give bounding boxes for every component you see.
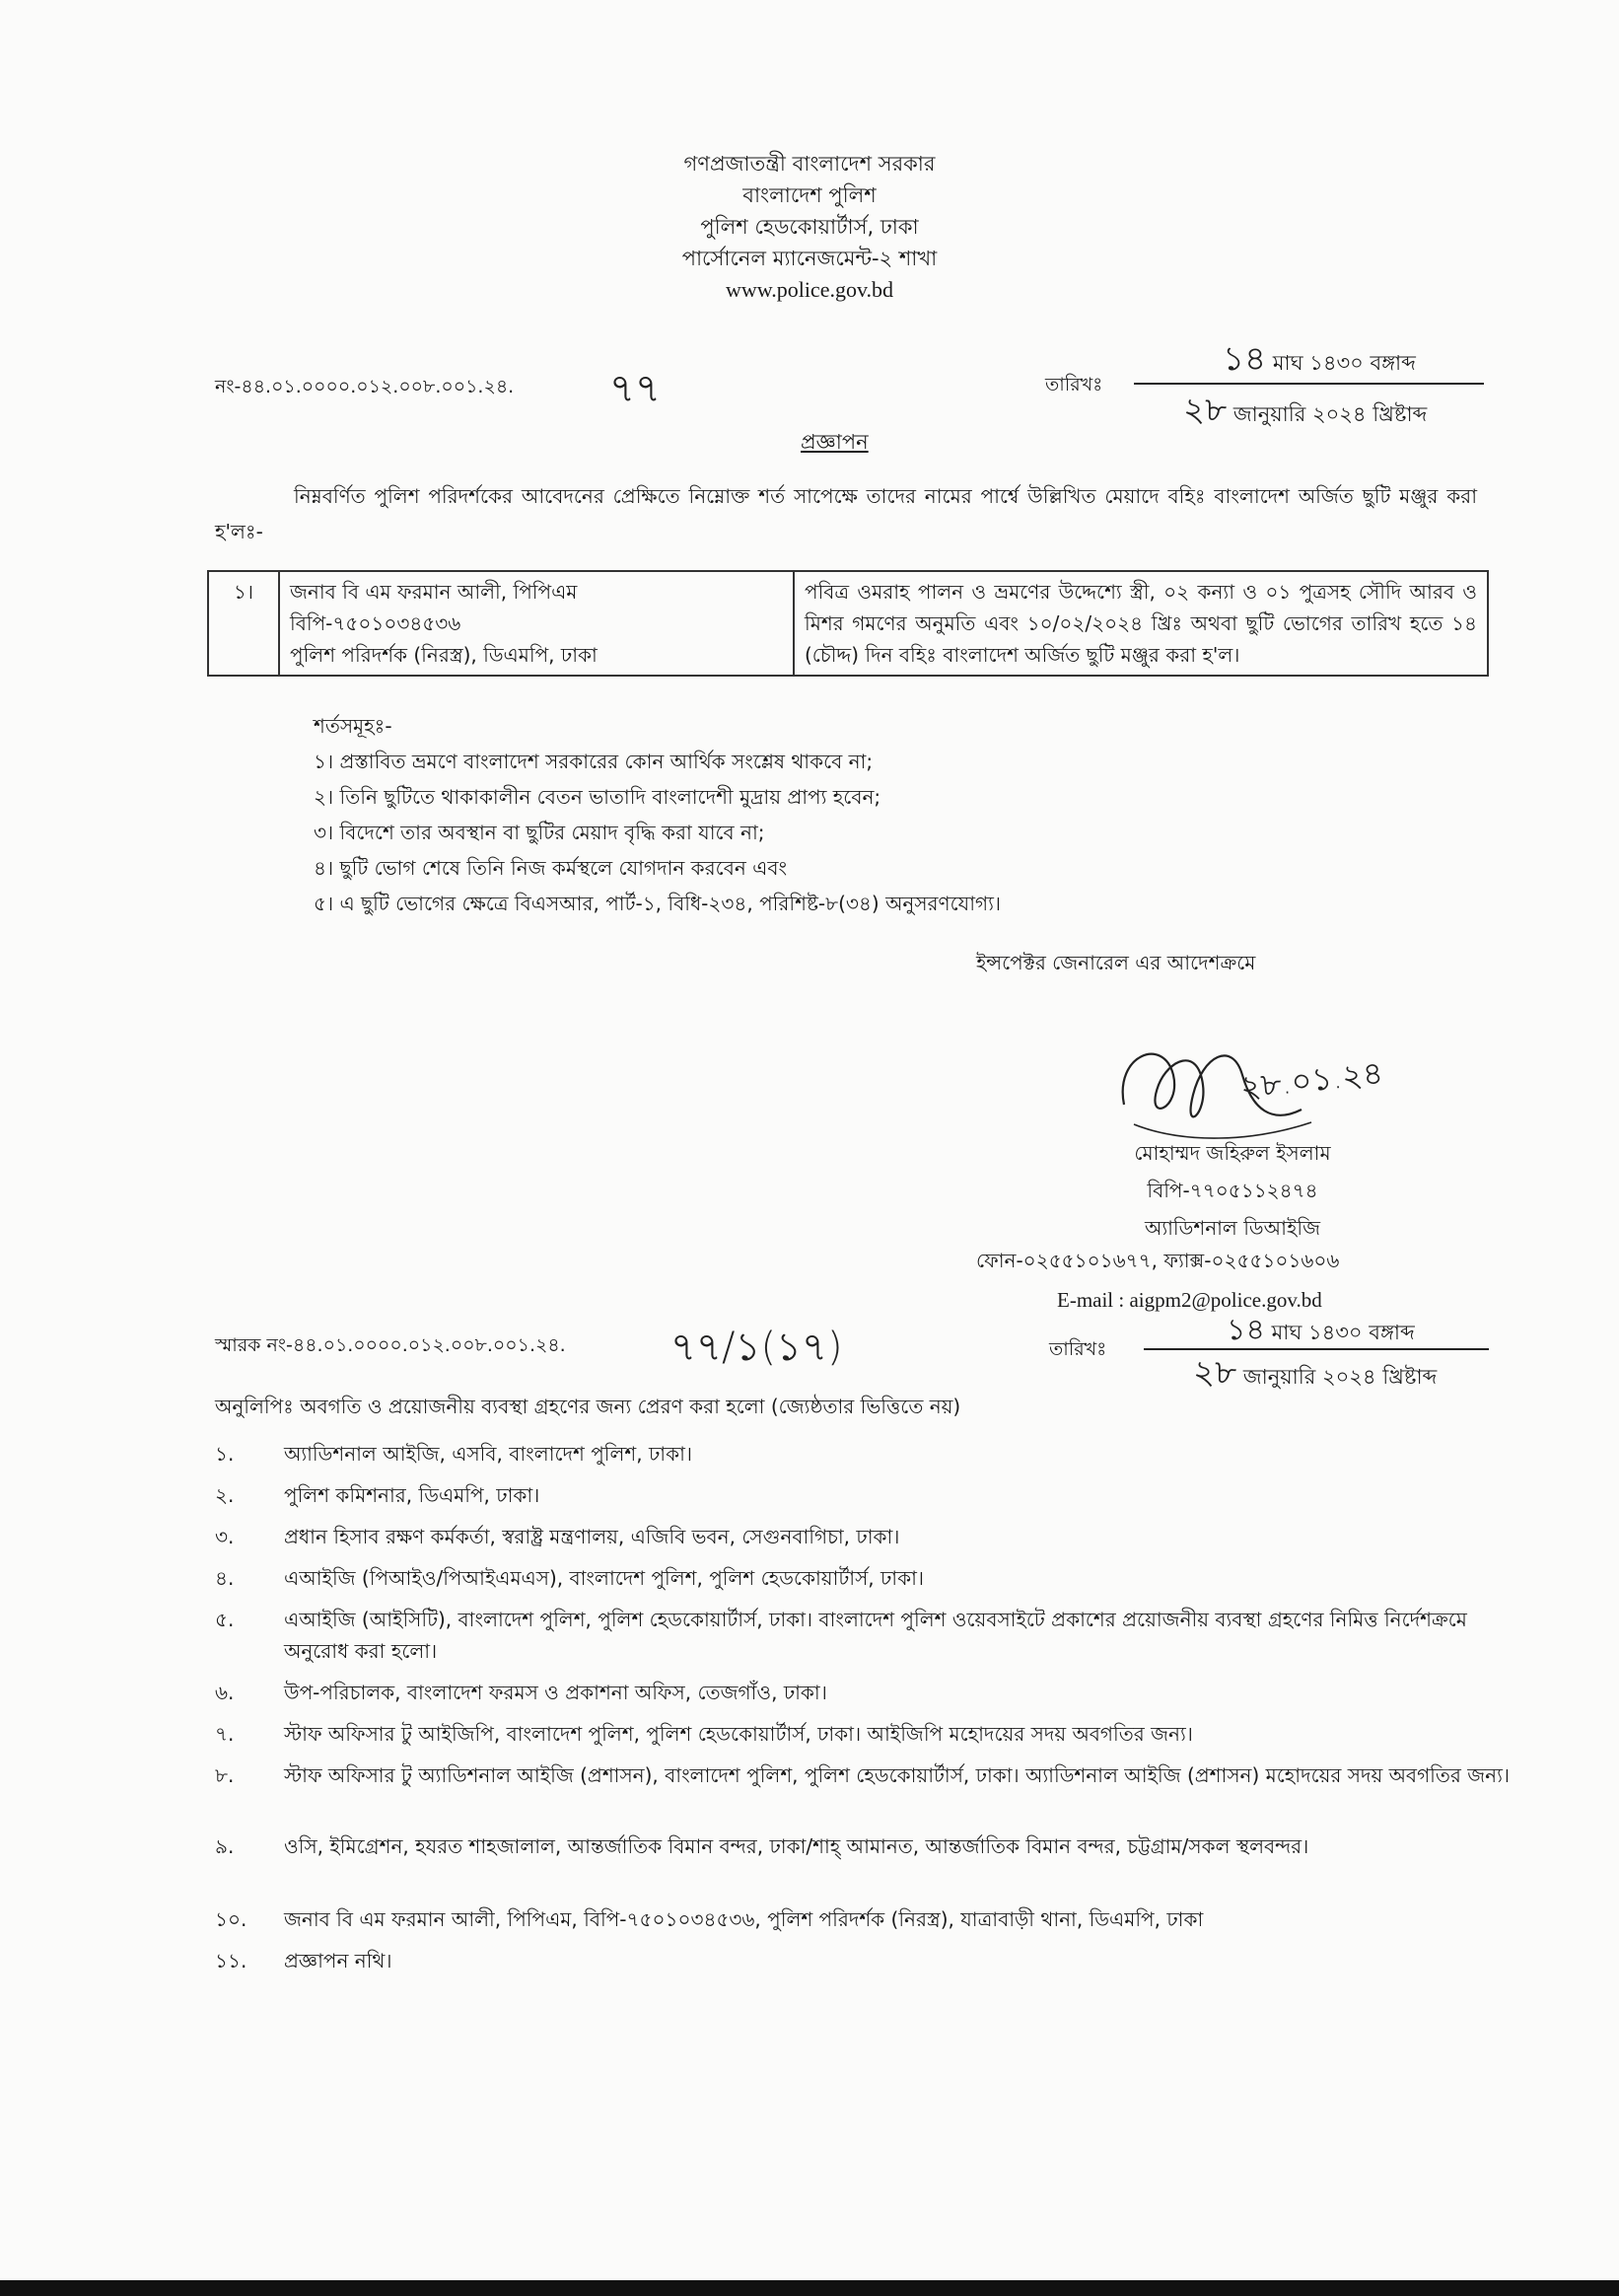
scan-bottom-edge [0, 2280, 1619, 2296]
signatory-name: মোহাম্মদ জহিরুল ইসলাম [1134, 1141, 1331, 1165]
reference-date-label: তারিখঃ [1049, 1338, 1107, 1360]
reference-number: স্মারক নং-৪৪.০১.০০০০.০১২.০০৮.০০১.২৪. [215, 1334, 566, 1356]
memo-hand-number: ৭৭ [609, 366, 662, 411]
entry-bp: বিপি-৭৫০১০৩৪৫৩৬ [290, 611, 461, 635]
entry-name: জনাব বি এম ফরমান আলী, পিপিএম [290, 580, 578, 604]
copy-item-text: স্টাফ অফিসার টু অ্যাডিশনাল আইজি (প্রশাসন), বাংলাদেশ পুলিশ, পুলিশ হেডকোয়ার্টার্স, ঢাকা। অ্যাডিশনাল আইজি (প্রশাসন) মহোদয়ের সদয় অবগতির জন্য। [284, 1763, 1511, 1787]
condition-item: ৩। বিদেশে তার অবস্থান বা ছুটির মেয়াদ বৃদ্ধি করা যাবে না; [314, 821, 765, 844]
reference-date-english [1193, 1347, 1437, 1403]
reference-date-english-day: ২৮ [1193, 1353, 1237, 1393]
conditions-heading: শর্তসমূহঃ- [314, 714, 392, 738]
copy-item-text: এআইজি (আইসিটি), বাংলাদেশ পুলিশ, পুলিশ হেডকোয়ার্টার্স, ঢাকা। বাংলাদেশ পুলিশ ওয়েবসাইটে প্রকাশের প্রয়োজনীয় ব্যবস্থা গ্রহণের নিমিত্ত নির্দেশক্রমে অনুরোধ করা হলো। [284, 1608, 1467, 1663]
memo-date-bangla-rest: মাঘ ১৪৩০ বঙ্গাব্দ [1272, 351, 1416, 375]
signature-hand-date: ২৮.০১.২৪ [1238, 1053, 1385, 1107]
copy-item-text: ওসি, ইমিগ্রেশন, হযরত শাহজালাল, আন্তর্জাতিক বিমান বন্দর, ঢাকা/শাহ্ আমানত, আন্তর্জাতিক বিমান বন্দর, চট্টগ্রাম/সকল স্থলবন্দর। [284, 1834, 1309, 1858]
copy-item-number: ৩. [215, 1525, 235, 1548]
signatory-phone: ফোন-০২৫৫১০১৬৭৭, ফ্যাক্স-০২৫৫১০১৬০৬ [976, 1249, 1340, 1272]
header-police: বাংলাদেশ পুলিশ [742, 183, 877, 207]
entry-serial: ১। [208, 571, 279, 676]
table-row [208, 571, 1488, 676]
copy-item-text: স্টাফ অফিসার টু আইজিপি, বাংলাদেশ পুলিশ, পুলিশ হেডকোয়ার্টার্স, ঢাকা। আইজিপি মহোদয়ের সদয় অবগতির জন্য। [284, 1722, 1193, 1746]
conditions [314, 708, 1447, 921]
copy-item-number: ৯. [215, 1834, 235, 1858]
copy-item-number: ৭. [215, 1722, 235, 1746]
copy-item-text: জনাব বি এম ফরমান আলী, পিপিএম, বিপি-৭৫০১০৩৪৫৩৬, পুলিশ পরিদর্শক (নিরস্ত্র), যাত্রাবাড়ী থানা, ডিএমপি, ঢাকা [284, 1907, 1204, 1931]
memo-number: নং-৪৪.০১.০০০০.০১২.০০৮.০০১.২৪. [215, 376, 515, 397]
header-government: গণপ্রজাতন্ত্রী বাংলাদেশ সরকার [683, 152, 936, 176]
copy-item-text: এআইজি (পিআইও/পিআইএমএস), বাংলাদেশ পুলিশ, পুলিশ হেডকোয়ার্টার্স, ঢাকা। [284, 1566, 925, 1590]
copy-item-number: ৮. [215, 1763, 235, 1787]
copy-item-number: ৫. [215, 1608, 235, 1631]
copy-item-text: পুলিশ কমিশনার, ডিএমপি, ঢাকা। [284, 1483, 540, 1507]
reference-date-english-rest: জানুয়ারি ২০২৪ খ্রিষ্টাব্দ [1242, 1365, 1438, 1389]
condition-item: ৫। এ ছুটি ভোগের ক্ষেত্রে বিএসআর, পার্ট-১, বিধি-২৩৪, পরিশিষ্ট-৮(৩৪) অনুসরণযোগ্য। [314, 892, 1002, 915]
entry-officer [279, 571, 794, 676]
condition-item: ৪। ছুটি ভোগ শেষে তিনি নিজ কর্মস্থলে যোগদান করবেন এবং [314, 856, 788, 880]
order-line: ইন্সপেক্টর জেনারেল এর আদেশক্রমে [976, 951, 1256, 974]
copy-item-number: ১. [215, 1442, 235, 1466]
memo-date-bangla [1223, 333, 1416, 390]
copy-item-number: ৬. [215, 1681, 235, 1704]
header-section: পার্সোনেল ম্যানেজমেন্ট-২ শাখা [681, 247, 938, 270]
copy-item-number: ১১. [215, 1949, 247, 1973]
memo-date-english [1183, 385, 1427, 441]
condition-item: ২। তিনি ছুটিতে থাকাকালীন বেতন ভাতাদি বাংলাদেশী মুদ্রায় প্রাপ্য হবেন; [314, 785, 881, 809]
copy-item-number: ১০. [215, 1907, 247, 1931]
copy-item-number: ২. [215, 1483, 235, 1507]
header-headquarters: পুলিশ হেডকোয়ার্টার্স, ঢাকা [700, 215, 919, 239]
copy-item-text: অ্যাডিশনাল আইজি, এসবি, বাংলাদেশ পুলিশ, ঢাকা। [284, 1442, 693, 1466]
notice-title: প্রজ্ঞাপন [801, 430, 869, 454]
intro-paragraph: নিম্নবর্ণিত পুলিশ পরিদর্শকের আবেদনের প্রেক্ষিতে নিম্নোক্ত শর্ত সাপেক্ষে তাদের নামের পার্শ্বে উল্লিখিত মেয়াদে বহিঃ বাংলাদেশ অর্জিত ছুটি মঞ্জুর করা হ'লঃ- [215, 484, 1477, 543]
header-website: www.police.gov.bd [725, 277, 894, 302]
reference-hand-number: ৭৭/১(১৭) [670, 1325, 843, 1370]
reference-date-bangla-day: ১৪ [1227, 1313, 1265, 1347]
entry-designation: পুলিশ পরিদর্শক (নিরস্ত্র), ডিএমপি, ঢাকা [290, 643, 598, 667]
signatory-bp: বিপি-৭৭০৫১১২৪৭৪ [1147, 1179, 1318, 1202]
memo-date-english-day: ২৮ [1183, 391, 1228, 430]
memo-date-english-rest: জানুয়ারি ২০২৪ খ্রিষ্টাব্দ [1232, 402, 1428, 426]
reference-date-bangla-rest: মাঘ ১৪৩০ বঙ্গাব্দ [1271, 1321, 1415, 1344]
copy-item-text: প্রজ্ঞাপন নথি। [284, 1949, 392, 1973]
signature-block [1055, 1134, 1410, 1247]
signatory-email: E-mail : aigpm2@police.gov.bd [1057, 1288, 1322, 1312]
entry-details: পবিত্র ওমরাহ পালন ও ভ্রমণের উদ্দেশ্যে স্ত্রী, ০২ কন্যা ও ০১ পুত্রসহ সৌদি আরব ও মিশর গমণের অনুমতি এবং ১০/০২/২০২৪ খ্রিঃ অথবা ছুটি ভোগের তারিখ হতে ১৪ (চৌদ্দ) দিন বহিঃ বাংলাদেশ অর্জিত ছুটি মঞ্জুর করা হ'ল। [794, 571, 1488, 676]
signatory-designation: অ্যাডিশনাল ডিআইজি [1145, 1216, 1320, 1240]
copy-item-text: প্রধান হিসাব রক্ষণ কর্মকর্তা, স্বরাষ্ট্র মন্ত্রণালয়, এজিবি ভবন, সেগুনবাগিচা, ঢাকা। [284, 1525, 900, 1548]
letterhead [0, 148, 1619, 306]
copy-item-text: উপ-পরিচালক, বাংলাদেশ ফরমস ও প্রকাশনা অফিস, তেজগাঁও, ঢাকা। [284, 1681, 827, 1704]
copy-item-number: ৪. [215, 1566, 235, 1590]
memo-date-label: তারিখঃ [1045, 374, 1103, 395]
leave-table [207, 570, 1489, 677]
memo-date-bangla-day: ১৪ [1223, 339, 1267, 379]
condition-item: ১। প্রস্তাবিত ভ্রমণে বাংলাদেশ সরকারের কোন আর্থিক সংশ্লেষ থাকবে না; [314, 750, 874, 773]
copy-heading: অনুলিপিঃ অবগতি ও প্রয়োজনীয় ব্যবস্থা গ্রহণের জন্য প্রেরণ করা হলো (জ্যেষ্ঠতার ভিত্তিতে নয়) [215, 1395, 961, 1418]
